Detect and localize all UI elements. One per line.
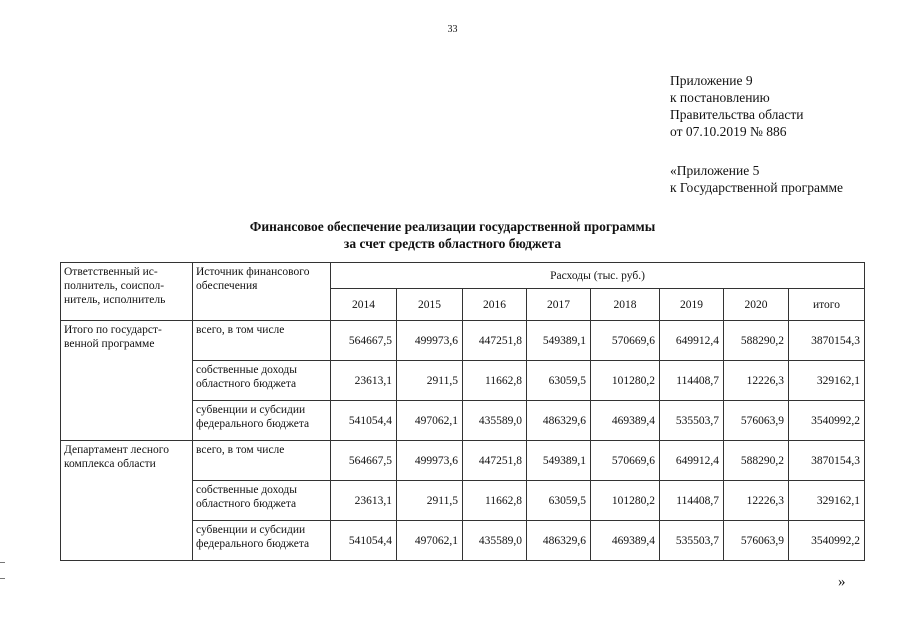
annex-line: от 07.10.2019 № 886 xyxy=(670,124,787,139)
header-source: Источник финансового обеспечения xyxy=(193,263,331,321)
value-cell: 435589,0 xyxy=(463,521,527,561)
value-cell: 3870154,3 xyxy=(789,321,865,361)
value-cell: 576063,9 xyxy=(724,401,789,441)
value-cell: 447251,8 xyxy=(463,321,527,361)
value-cell: 114408,7 xyxy=(660,481,724,521)
value-cell: 486329,6 xyxy=(527,521,591,561)
year-header: итого xyxy=(789,289,865,321)
value-cell: 486329,6 xyxy=(527,401,591,441)
title-line: за счет средств областного бюджета xyxy=(343,236,562,251)
value-cell: 570669,6 xyxy=(591,441,660,481)
year-header: 2017 xyxy=(527,289,591,321)
value-cell: 12226,3 xyxy=(724,361,789,401)
value-cell: 114408,7 xyxy=(660,361,724,401)
year-header: 2016 xyxy=(463,289,527,321)
responsible-cell: Итого по государст-венной программе xyxy=(61,321,193,441)
scan-edge-mark xyxy=(0,578,5,579)
annex-header xyxy=(670,72,803,140)
value-cell: 11662,8 xyxy=(463,361,527,401)
value-cell: 535503,7 xyxy=(660,401,724,441)
value-cell: 535503,7 xyxy=(660,521,724,561)
value-cell: 564667,5 xyxy=(331,441,397,481)
annex-line: Приложение 9 xyxy=(670,73,753,88)
value-cell: 101280,2 xyxy=(591,361,660,401)
annex-reference-line: «Приложение 5 xyxy=(670,163,760,178)
value-cell: 11662,8 xyxy=(463,481,527,521)
scan-edge-mark xyxy=(0,562,5,563)
value-cell: 564667,5 xyxy=(331,321,397,361)
value-cell: 649912,4 xyxy=(660,321,724,361)
header-expenses: Расходы (тыс. руб.) xyxy=(331,263,865,289)
value-cell: 63059,5 xyxy=(527,481,591,521)
value-cell: 447251,8 xyxy=(463,441,527,481)
annex-reference-line: к Государственной программе xyxy=(670,180,844,195)
year-header: 2020 xyxy=(724,289,789,321)
value-cell: 497062,1 xyxy=(397,401,463,441)
closing-quote: » xyxy=(838,574,846,590)
value-cell: 576063,9 xyxy=(724,521,789,561)
value-cell: 329162,1 xyxy=(789,481,865,521)
value-cell: 549389,1 xyxy=(527,321,591,361)
annex-line: Правительства области xyxy=(670,107,804,122)
annex-line: к постановлению xyxy=(670,90,770,105)
table-row xyxy=(61,321,865,361)
annex-reference xyxy=(670,162,843,196)
value-cell: 2911,5 xyxy=(397,481,463,521)
title-line: Финансовое обеспечение реализации государственной программы xyxy=(249,219,656,234)
financing-table xyxy=(60,262,865,561)
value-cell: 329162,1 xyxy=(789,361,865,401)
value-cell: 469389,4 xyxy=(591,401,660,441)
responsible-cell: Департамент лесного комплекса области xyxy=(61,441,193,561)
value-cell: 3540992,2 xyxy=(789,521,865,561)
value-cell: 649912,4 xyxy=(660,441,724,481)
table-row xyxy=(61,441,865,481)
year-header: 2015 xyxy=(397,289,463,321)
value-cell: 499973,6 xyxy=(397,441,463,481)
source-cell: всего, в том числе xyxy=(193,441,331,481)
value-cell: 101280,2 xyxy=(591,481,660,521)
source-cell: субвенции и субсидии федерального бюджета xyxy=(193,401,331,441)
value-cell: 469389,4 xyxy=(591,521,660,561)
value-cell: 3540992,2 xyxy=(789,401,865,441)
value-cell: 549389,1 xyxy=(527,441,591,481)
year-header: 2018 xyxy=(591,289,660,321)
year-header: 2019 xyxy=(660,289,724,321)
value-cell: 3870154,3 xyxy=(789,441,865,481)
source-cell: собственные доходы областного бюджета xyxy=(193,361,331,401)
header-responsible: Ответственный ис-полнитель, соиспол-нитель, исполнитель xyxy=(61,263,193,321)
value-cell: 12226,3 xyxy=(724,481,789,521)
value-cell: 499973,6 xyxy=(397,321,463,361)
value-cell: 541054,4 xyxy=(331,521,397,561)
year-header: 2014 xyxy=(331,289,397,321)
value-cell: 435589,0 xyxy=(463,401,527,441)
value-cell: 2911,5 xyxy=(397,361,463,401)
page-number: 33 xyxy=(447,24,458,35)
value-cell: 23613,1 xyxy=(331,481,397,521)
value-cell: 588290,2 xyxy=(724,321,789,361)
value-cell: 588290,2 xyxy=(724,441,789,481)
source-cell: всего, в том числе xyxy=(193,321,331,361)
value-cell: 541054,4 xyxy=(331,401,397,441)
value-cell: 63059,5 xyxy=(527,361,591,401)
source-cell: субвенции и субсидии федерального бюджета xyxy=(193,521,331,561)
document-title xyxy=(0,218,905,252)
value-cell: 570669,6 xyxy=(591,321,660,361)
value-cell: 497062,1 xyxy=(397,521,463,561)
value-cell: 23613,1 xyxy=(331,361,397,401)
source-cell: собственные доходы областного бюджета xyxy=(193,481,331,521)
